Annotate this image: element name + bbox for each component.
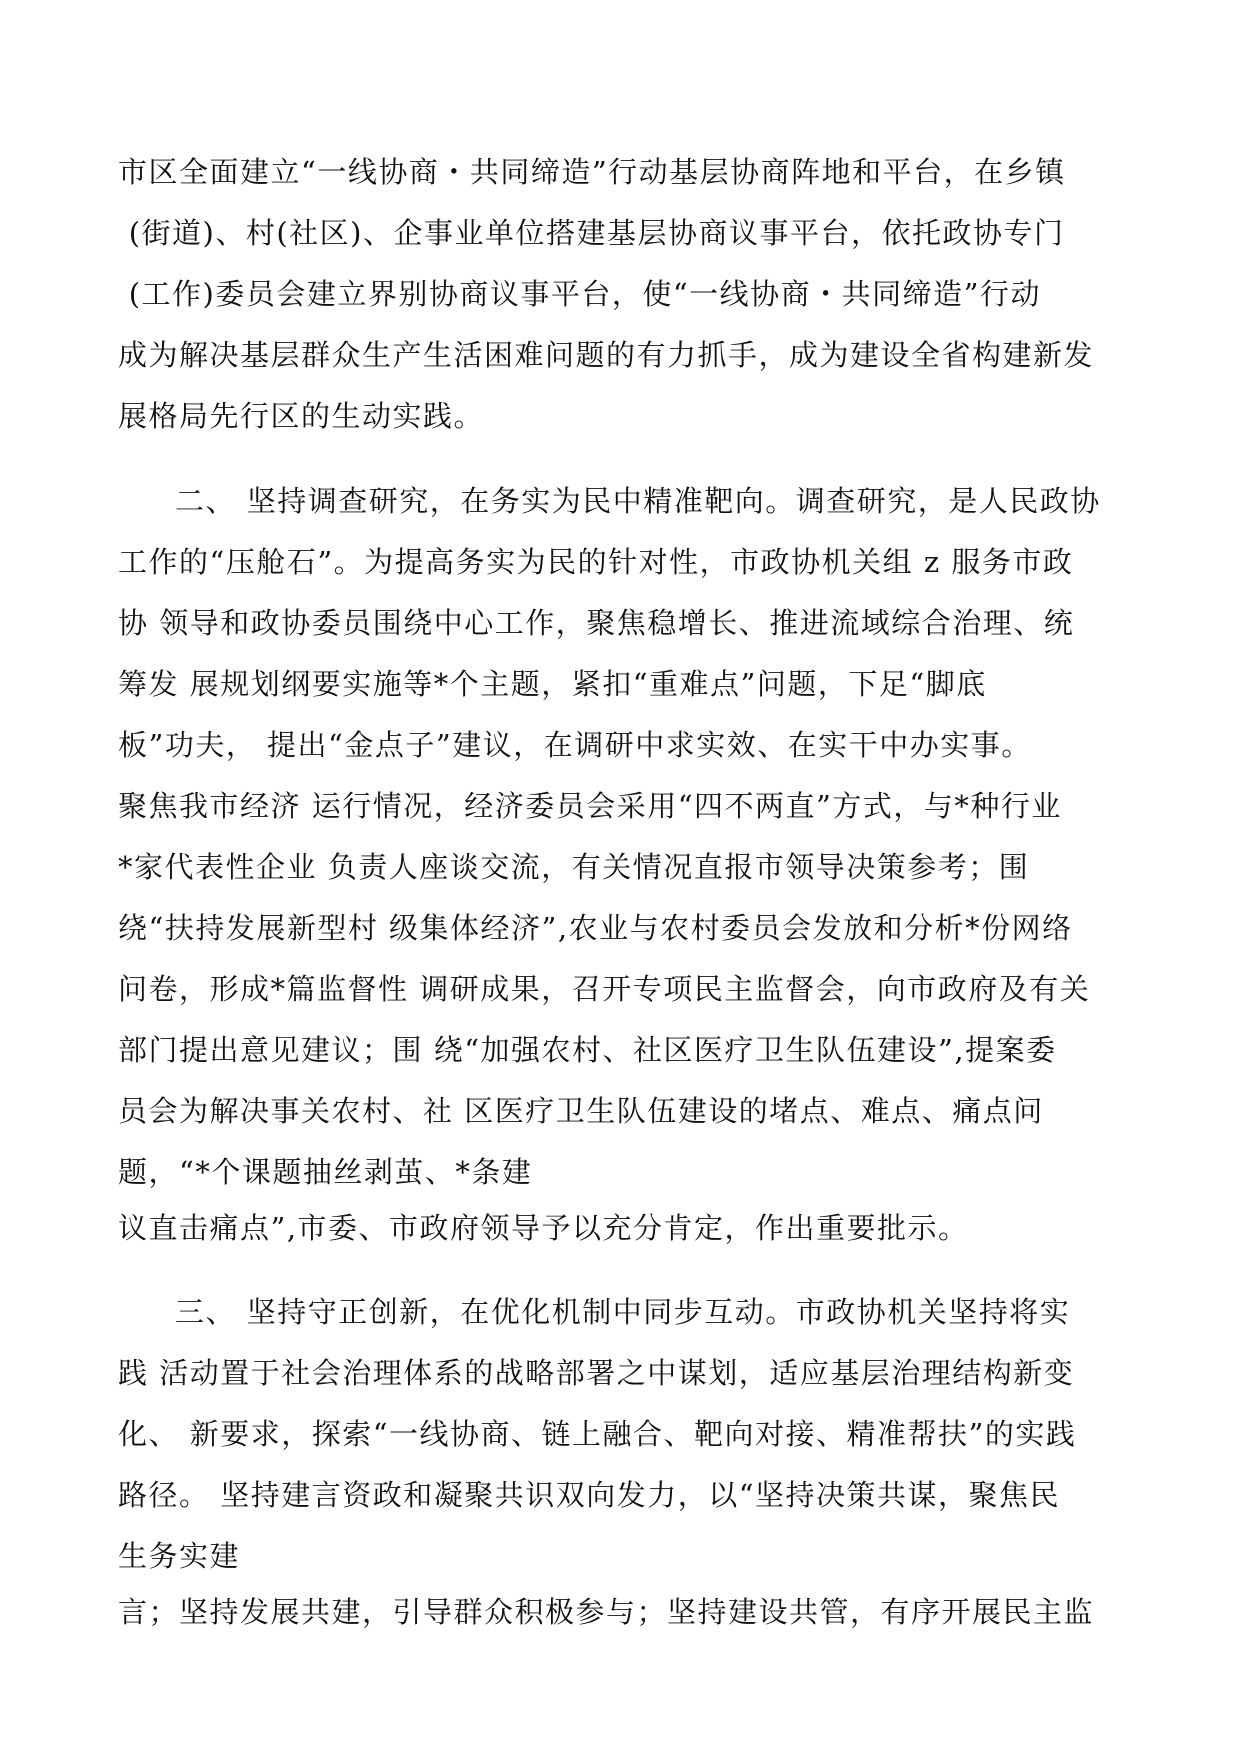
text-line: 言；坚持发展共建，引导群众积极参与；坚持建设共管，有序开展民主监: [118, 1595, 1095, 1629]
text-line: 问卷，形成*篇监督性 调研成果，召开专项民主监督会，向市政府及有关: [118, 972, 1091, 1006]
text-line: 市区全面建立“一线协商・共同缔造”行动基层协商阵地和平台，在乡镇: [118, 155, 1066, 189]
text-line: (工作)委员会建立界别协商议事平台，使“一线协商・共同缔造”行动: [118, 277, 1041, 311]
text-line: *家代表性企业 负责人座谈交流，有关情况直报市领导决策参考；围: [118, 850, 1030, 884]
text-line: 聚焦我市经济 运行情况，经济委员会采用“四不两直”方式，与*种行业: [118, 789, 1062, 823]
text-line: 生务实建: [118, 1539, 241, 1573]
section-heading-line: 三、 坚持守正创新，在优化机制中同步互动。市政协机关坚持将实: [175, 1295, 1071, 1329]
text-line: 部门提出意见建议；围 绕“加强农村、社区医疗卫生队伍建设”,提案委: [118, 1033, 1057, 1067]
text-line: 议直击痛点”,市委、市政府领导予以充分肯定，作出重要批示。: [118, 1211, 969, 1245]
text-line: 展格局先行区的生动实践。: [118, 399, 485, 433]
section-heading-line: 二、 坚持调查研究，在务实为民中精准靶向。调查研究，是人民政协: [175, 484, 1101, 518]
text-line: 协 领导和政协委员围绕中心工作，聚焦稳增长、推进流域综合治理、统: [118, 606, 1075, 640]
text-line: 员会为解决事关农村、社 区医疗卫生队伍建设的堵点、难点、痛点问: [118, 1094, 1044, 1128]
text-line: (街道)、村(社区)、企事业单位搭建基层协商议事平台，依托政协专门: [118, 216, 1065, 250]
text-line: 化、 新要求，探索“一线协商、链上融合、靶向对接、精准帮扶”的实践: [118, 1417, 1077, 1451]
text-line: 路径。 坚持建言资政和凝聚共识双向发力，以“坚持决策共谋，聚焦民: [118, 1478, 1061, 1512]
text-line: 绕“扶持发展新型村 级集体经济”,农业与农村委员会发放和分析*份网络: [118, 911, 1073, 945]
text-line: 筹发 展规划纲要实施等*个主题，紧扣“重难点”问题，下足“脚底: [118, 667, 987, 701]
text-line: 题，“*个课题抽丝剥茧、*条建: [118, 1155, 533, 1189]
text-line: 践 活动置于社会治理体系的战略部署之中谋划，适应基层治理结构新变: [118, 1356, 1075, 1390]
text-line: 工作的“压舱石”。为提高务实为民的针对性，市政协机关组 z 服务市政: [118, 545, 1074, 579]
text-line: 成为解决基层群众生产生活困难问题的有力抓手，成为建设全省构建新发: [118, 338, 1095, 372]
text-line: 板”功夫， 提出“金点子”建议，在调研中求实效、在实干中办实事。: [118, 728, 1032, 762]
